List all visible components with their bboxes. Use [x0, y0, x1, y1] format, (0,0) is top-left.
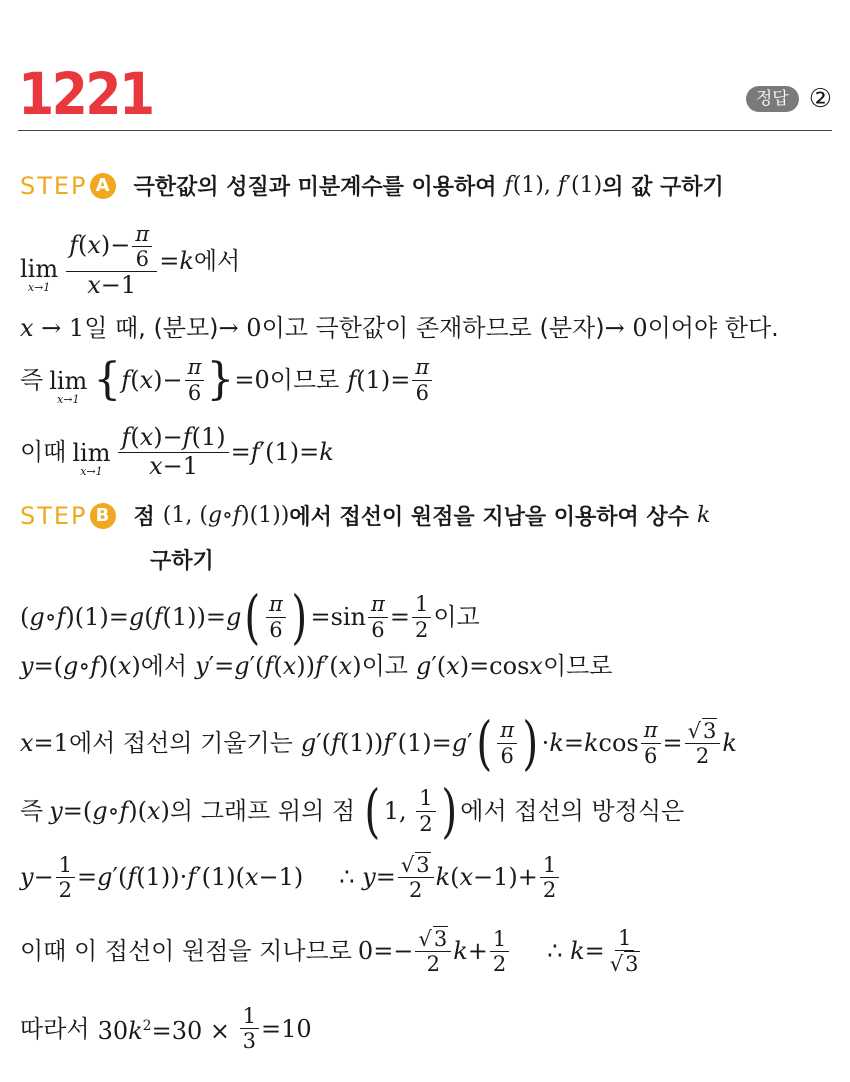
eq-a1: lim x→1 f(x)− $\frac{\pi}{6}$ x−1 =k 에서	[20, 222, 241, 300]
eq-b5: y− $\frac{1}{2}$ =g′(f(1))·f′(1)(x−1) ∴ y= $\frac{√3}{2}$ k(x−1)+ $\frac{1}{2}$	[20, 852, 561, 902]
step-a-title: 극한값의 성질과 미분계수를 이용하여 f(1), f′(1) 의 값 구하기	[133, 173, 724, 200]
step-b-title: 점 (1, (g∘f)(1)) 에서 접선이 원점을 지남을 이용하여 상수 k	[133, 503, 711, 530]
eq-b3: x=1 에서 접선의 기울기는 g′(f(1))f′(1)=g′ ( $\frac{\pi}{6}$ ) ·k=kcos $\frac{\pi}{6}$ = $\frac{√3}{2}$ k	[20, 709, 737, 777]
step-a-heading	[20, 170, 724, 201]
step-b-title-line2: 구하기	[150, 549, 214, 574]
answer-badge: 정답	[746, 86, 799, 112]
eq-a4: 이때 lim x→1 $\frac{f(x)-f(1)}{x-1}$ =f′(1)=k	[20, 423, 334, 480]
answer-area	[746, 84, 832, 114]
eq-b1: (g∘f)(1)=g(f(1))=g ( $\frac{\pi}{6}$ ) =sin $\frac{\pi}{6}$ = $\frac{1}{2}$ 이고	[20, 583, 480, 651]
step-b-label: STEP	[20, 501, 88, 530]
header-divider	[18, 130, 832, 131]
problem-number: 1221	[18, 60, 153, 128]
answer-value: ②	[808, 84, 832, 114]
step-a-badge: A	[90, 173, 116, 199]
step-b-heading	[20, 500, 710, 531]
step-b-badge: B	[90, 503, 116, 529]
eq-b6: 이때 이 접선이 원점을 지나므로 0=− $\frac{√3}{2}$ k+ $\frac{1}{2}$ ∴ k= $\frac{1}{√3}$	[20, 926, 639, 977]
eq-a2: x → 1 일 때, (분모) → 0 이고 극한값이 존재하므로 (분자) → 0 이어야 한다.	[20, 314, 779, 342]
eq-b2: y=(g∘f)(x) 에서 y′=g′(f(x))f′(x) 이고 g′(x)=cosx 이므로	[20, 652, 613, 680]
step-a-label: STEP	[20, 171, 88, 200]
eq-a3: 즉 lim x→1 { f(x)− $\frac{\pi}{6}$ } =0 이므로 f(1)= $\frac{\pi}{6}$	[20, 354, 434, 406]
eq-b4: 즉 y=(g∘f)(x) 의 그래프 위의 점 ( 1, $\frac{1}{2}$ ) 에서 접선의 방정식은	[20, 777, 685, 845]
eq-b7: 따라서 $30k^2=30$ × $\frac{1}{3}$ =10	[20, 1004, 312, 1054]
